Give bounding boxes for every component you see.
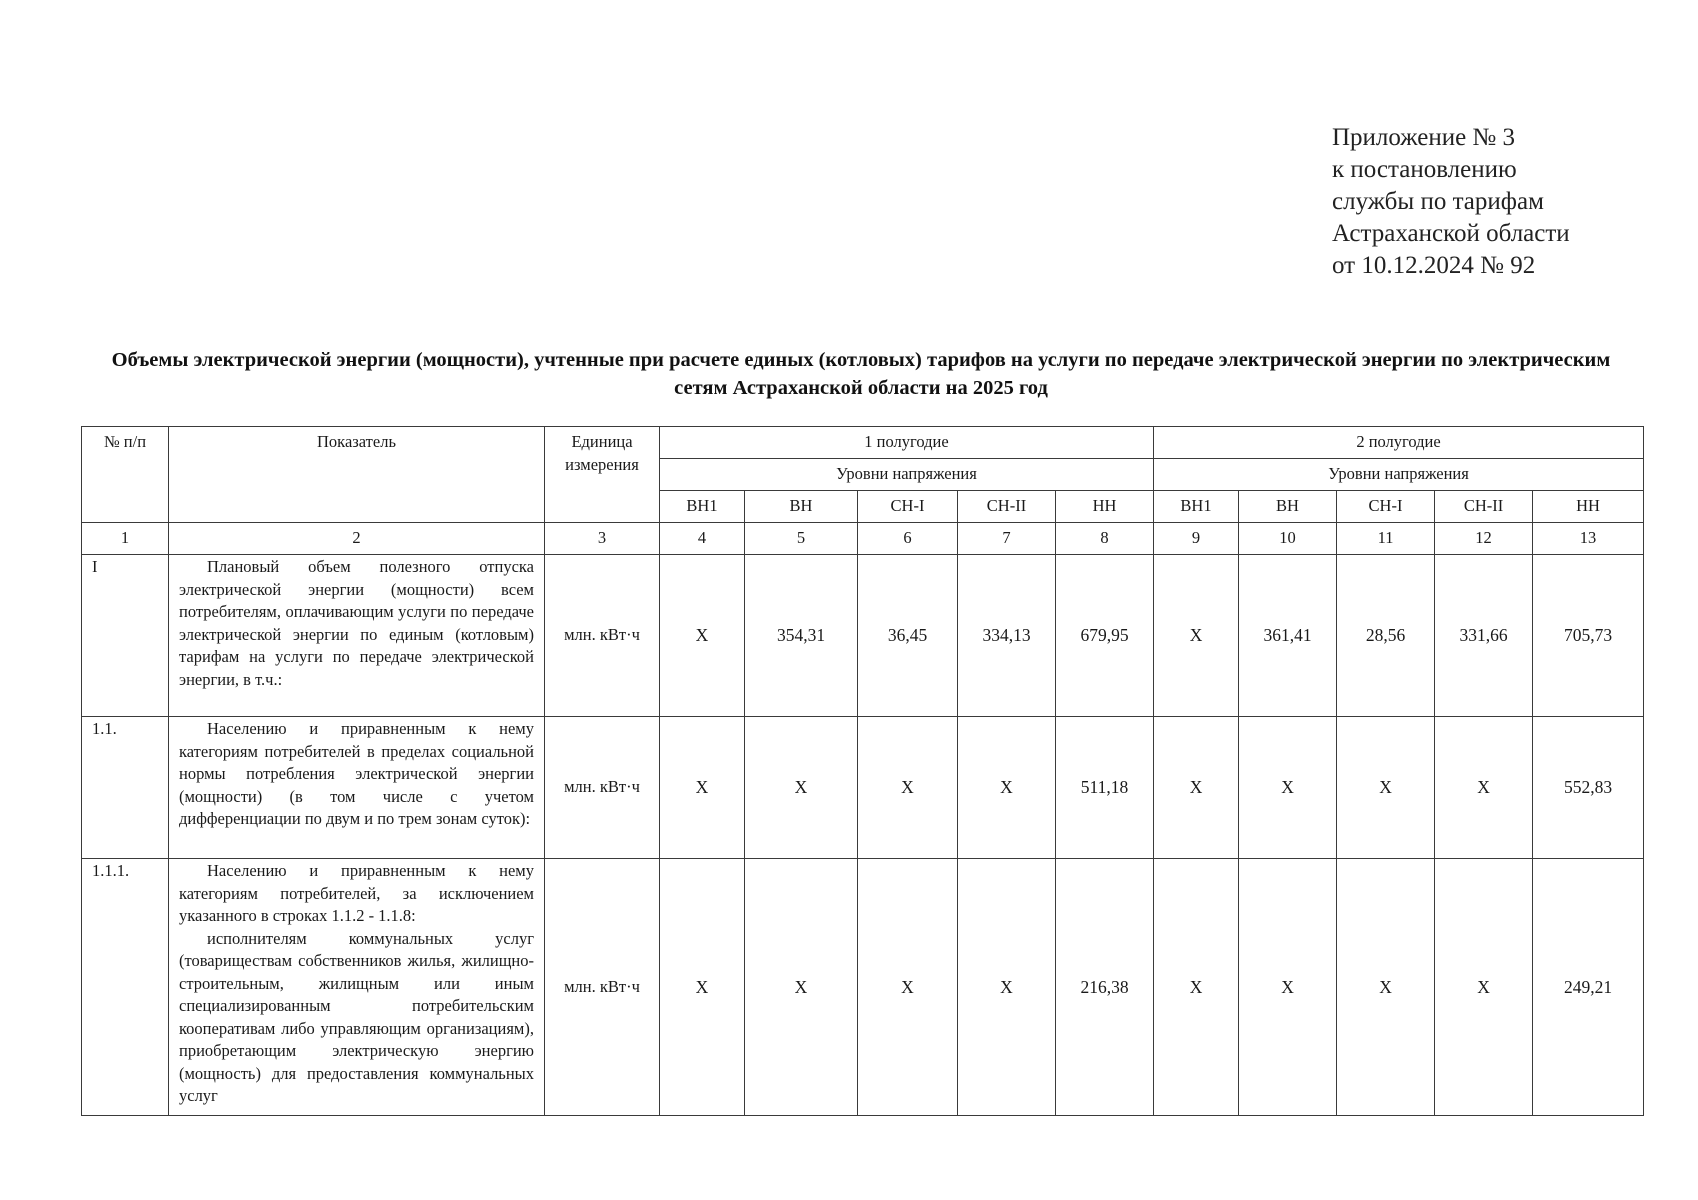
table-row xyxy=(82,859,1644,1116)
column-number: 9 xyxy=(1154,523,1239,555)
header-row xyxy=(82,427,1644,459)
value-cell: X xyxy=(745,859,858,1116)
value-cell: 249,21 xyxy=(1533,859,1644,1116)
row-unit: млн. кВт·ч xyxy=(545,717,660,859)
value-cell: X xyxy=(1337,859,1435,1116)
row-indicator xyxy=(169,859,545,1116)
value-cell: X xyxy=(1435,859,1533,1116)
column-number: 6 xyxy=(858,523,958,555)
value-cell: X xyxy=(1337,717,1435,859)
header-voltage-levels: Уровни напряжения xyxy=(1154,459,1644,491)
value-cell: 331,66 xyxy=(1435,555,1533,717)
value-cell: X xyxy=(1154,859,1239,1116)
header-indicator: Показатель xyxy=(169,427,545,523)
value-cell: X xyxy=(858,859,958,1116)
value-cell: X xyxy=(660,859,745,1116)
header-level: СН-II xyxy=(1435,491,1533,523)
row-unit: млн. кВт·ч xyxy=(545,859,660,1116)
value-cell: X xyxy=(1154,717,1239,859)
column-number: 13 xyxy=(1533,523,1644,555)
column-number: 2 xyxy=(169,523,545,555)
column-number: 11 xyxy=(1337,523,1435,555)
table-row xyxy=(82,555,1644,717)
value-cell: X xyxy=(660,555,745,717)
appendix-line: Астраханской области xyxy=(1332,220,1570,247)
value-cell: 216,38 xyxy=(1056,859,1154,1116)
row-number: 1.1. xyxy=(82,717,169,859)
value-cell: X xyxy=(1154,555,1239,717)
column-number: 5 xyxy=(745,523,858,555)
header-level: НН xyxy=(1056,491,1154,523)
column-number: 4 xyxy=(660,523,745,555)
header-half2: 2 полугодие xyxy=(1154,427,1644,459)
value-cell: 28,56 xyxy=(1337,555,1435,717)
value-cell: 354,31 xyxy=(745,555,858,717)
row-indicator xyxy=(169,555,545,717)
column-number: 3 xyxy=(545,523,660,555)
appendix-line: службы по тарифам xyxy=(1332,188,1544,215)
header-level: СН-II xyxy=(958,491,1056,523)
row-indicator-text: Населению и приравненным к нему категориям потребителей в пределах социальной нормы потребления электрической энергии (мощности) (в том числе с учетом дифференциации по двум и по трем зонам суток): xyxy=(179,719,534,828)
header-level: НН xyxy=(1533,491,1644,523)
header-level: ВН1 xyxy=(660,491,745,523)
value-cell: X xyxy=(858,717,958,859)
header-level: ВН1 xyxy=(1154,491,1239,523)
value-cell: X xyxy=(660,717,745,859)
document-title: Объемы электрической энергии (мощности), учтенные при расчете единых (котловых) тарифов на услуги по передаче электрической энергии по электрическим сетям Астраханской области на 2025 год xyxy=(111,349,1611,399)
header-half1: 1 полугодие xyxy=(660,427,1154,459)
value-cell: 36,45 xyxy=(858,555,958,717)
column-number: 10 xyxy=(1239,523,1337,555)
value-cell: X xyxy=(745,717,858,859)
value-cell: 552,83 xyxy=(1533,717,1644,859)
column-number: 12 xyxy=(1435,523,1533,555)
value-cell: X xyxy=(958,859,1056,1116)
header-level: СН-I xyxy=(858,491,958,523)
header-num: № п/п xyxy=(82,427,169,523)
value-cell: X xyxy=(1239,859,1337,1116)
value-cell: X xyxy=(958,717,1056,859)
value-cell: 705,73 xyxy=(1533,555,1644,717)
value-cell: 511,18 xyxy=(1056,717,1154,859)
table-row xyxy=(82,717,1644,859)
value-cell: X xyxy=(1239,717,1337,859)
header-level: ВН xyxy=(1239,491,1337,523)
appendix-block xyxy=(1332,122,1570,282)
value-cell: 679,95 xyxy=(1056,555,1154,717)
appendix-line: Приложение № 3 xyxy=(1332,124,1516,151)
row-number: I xyxy=(82,555,169,717)
row-indicator-text: Населению и приравненным к нему категориям потребителей, за исключением указанного в строках 1.1.2 - 1.1.8: xyxy=(179,861,534,925)
value-cell: 334,13 xyxy=(958,555,1056,717)
column-number: 8 xyxy=(1056,523,1154,555)
header-voltage-levels: Уровни напряжения xyxy=(660,459,1154,491)
appendix-line: от 10.12.2024 № 92 xyxy=(1332,252,1536,279)
volumes-table xyxy=(81,426,1644,1116)
row-indicator-text: Плановый объем полезного отпуска электрической энергии (мощности) всем потребителям, оплачивающим услуги по передаче электрической энергии по единым (котловым) тарифам на услуги по передаче электрической энергии, в т.ч.: xyxy=(179,557,534,689)
column-number-row xyxy=(82,523,1644,555)
value-cell: X xyxy=(1435,717,1533,859)
row-indicator-text-continued: исполнителям коммунальных услуг (товариществам собственников жилья, жилищно-строительным, жилищным или иным специализированным потребительским кооперативам либо управляющим организациям), приобретающим электрическую энергию (мощность) для предоставления коммунальных услуг xyxy=(179,928,534,1105)
column-number: 1 xyxy=(82,523,169,555)
row-indicator xyxy=(169,717,545,859)
header-unit: Единица измерения xyxy=(545,427,660,523)
appendix-line: к постановлению xyxy=(1332,156,1517,183)
value-cell: 361,41 xyxy=(1239,555,1337,717)
header-level: ВН xyxy=(745,491,858,523)
header-level: СН-I xyxy=(1337,491,1435,523)
row-unit: млн. кВт·ч xyxy=(545,555,660,717)
row-number: 1.1.1. xyxy=(82,859,169,1116)
column-number: 7 xyxy=(958,523,1056,555)
